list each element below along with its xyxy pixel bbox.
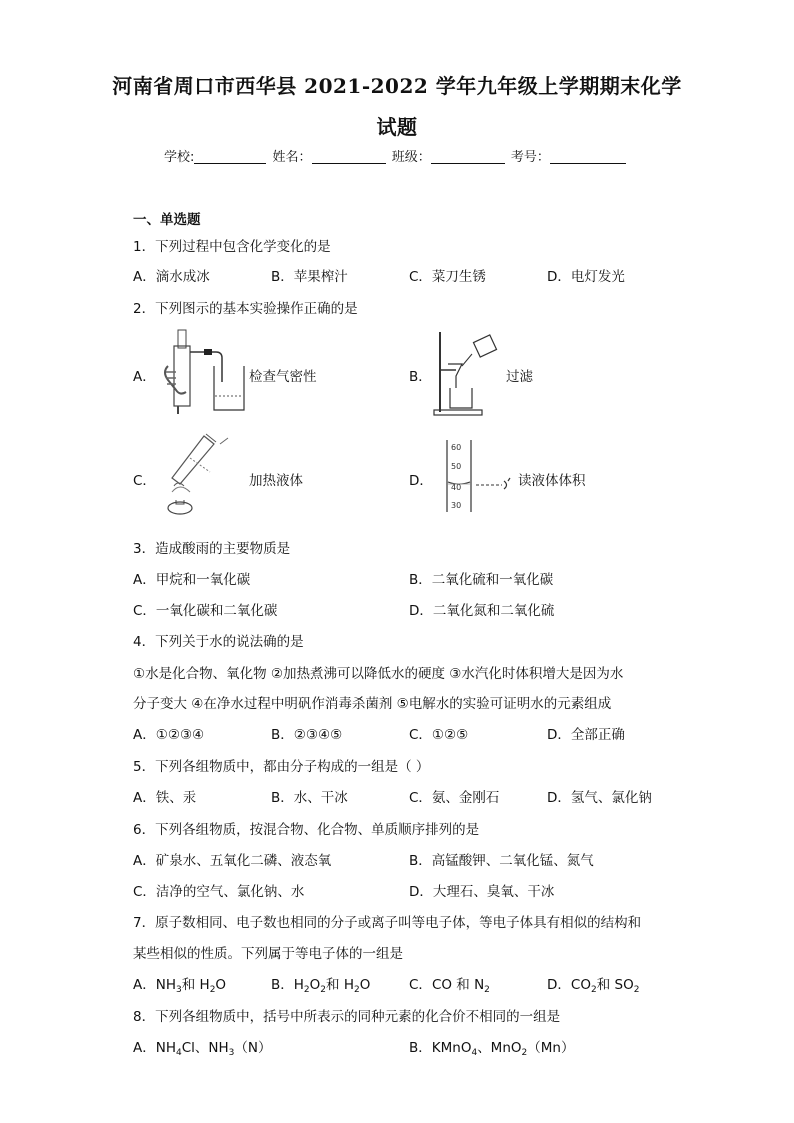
airtightness-apparatus-drawing [158,326,248,416]
q6-option-a: A．矿泉水、五氧化二磷、液态氧 [133,853,332,869]
question-6-stem: 6．下列各组物质，按混合物、化合物、单质顺序排列的是 [133,822,480,838]
exam-number-label: 考号： [510,150,550,165]
heating-apparatus-drawing [160,430,240,520]
question-7-stem-line-2: 某些相似的性质。下列属于等电子体的一组是 [133,946,403,962]
class-label: 班级： [391,150,431,165]
airtightness-check-figure [158,326,248,420]
q7-option-a: A．$NH_3$和 $H_2O$ [133,977,227,995]
q4-option-d: D．全部正确 [547,727,625,743]
q2-a-figure-label: 检查气密性 [249,369,317,385]
question-8-stem: 8．下列各组物质中，括号中所表示的同种元素的化合价不相同的一组是 [133,1009,561,1025]
graduated-cylinder-drawing [444,438,474,514]
page-title: 河南省周口市西华县 2021-2022 学年九年级上学期期末化学 [112,74,682,98]
q7-option-b: B．$H_2O_2$和 $H_2O$ [271,977,371,995]
q4-option-b: B．②③④⑤ [271,727,343,743]
q5-option-b: B．水、干冰 [271,790,348,806]
q2-c-figure-label: 加热液体 [249,473,303,489]
question-7-stem-line-1: 7．原子数相同、电子数也相同的分子或离子叫等电子体，等电子体具有相似的结构和 [133,915,642,931]
q6-option-d: D．大理石、臭氧、干冰 [409,884,555,900]
q7-option-c: C．CO 和 $N_2$ [409,977,490,995]
school-blank[interactable] [194,149,266,164]
question-4-statements-line-1: ①水是化合物、氧化物 ②加热煮沸可以降低水的硬度 ③水汽化时体积增大是因为水 [133,666,624,682]
eye-sightline-drawing [476,477,514,491]
scale-tick-60: 60 [451,443,462,452]
section-heading: 一、单选题 [133,212,201,228]
q1-option-b: B．苹果榨汁 [271,269,348,285]
school-label: 学校: [164,150,195,165]
q1-option-c: C．菜刀生锈 [409,269,486,285]
q6-option-c: C．洁净的空气、氯化钠、水 [133,884,305,900]
heating-liquid-figure [160,430,240,524]
page-title-continued: 试题 [376,115,418,139]
q3-option-d: D．二氧化氮和二氧化硫 [409,603,555,619]
name-blank[interactable] [312,149,386,164]
q3-option-b: B．二氧化硫和一氧化碳 [409,572,554,588]
class-blank[interactable] [431,149,505,164]
question-4-stem: 4．下列关于水的说法确的是 [133,634,304,650]
scale-tick-30: 30 [451,501,462,510]
q3-option-c: C．一氧化碳和二氧化碳 [133,603,278,619]
q4-option-a: A．①②③④ [133,727,205,743]
q5-option-a: A．铁、汞 [133,790,197,806]
q8-option-b: B．KMnO$_4$、MnO$_2$（Mn） [409,1040,575,1058]
q2-option-d: D． [409,473,433,489]
q6-option-b: B．高锰酸钾、二氧化锰、氮气 [409,853,594,869]
q1-option-d: D．电灯发光 [547,269,625,285]
q5-option-d: D．氢气、氯化钠 [547,790,652,806]
q5-option-c: C．氨、金刚石 [409,790,500,806]
question-2-stem: 2．下列图示的基本实验操作正确的是 [133,301,358,317]
q4-option-c: C．①②⑤ [409,727,469,743]
scale-tick-40: 40 [451,483,462,492]
q1-option-a: A．滴水成冰 [133,269,210,285]
q2-option-a: A． [133,369,156,385]
eye-line-figure [476,476,514,495]
exam-number-blank[interactable] [550,149,626,164]
q2-option-c: C． [133,473,156,489]
question-1-stem: 1．下列过程中包含化学变化的是 [133,239,331,255]
question-5-stem: 5．下列各组物质中，都由分子构成的一组是（ ） [133,759,430,775]
q2-d-figure-label: 读液体体积 [518,473,586,489]
q8-option-a: A．$NH_4Cl$、$NH_3(N)$ [133,1040,272,1058]
filtration-apparatus-drawing [432,330,504,418]
q7-option-d: D．$CO_2$和 $SO_2$ [547,977,640,995]
graduated-cylinder-figure [444,438,474,518]
scale-tick-50: 50 [451,462,462,471]
name-label: 姓名： [272,150,312,165]
q2-b-figure-label: 过滤 [506,369,533,385]
q2-option-b: B． [409,369,432,385]
filtration-figure [432,330,504,422]
question-4-statements-line-2: 分子变大 ④在净水过程中明矾作消毒杀菌剂 ⑤电解水的实验可证明水的元素组成 [133,696,612,712]
student-info-line [164,146,628,165]
q3-option-a: A．甲烷和一氧化碳 [133,572,251,588]
question-3-stem: 3．造成酸雨的主要物质是 [133,541,291,557]
